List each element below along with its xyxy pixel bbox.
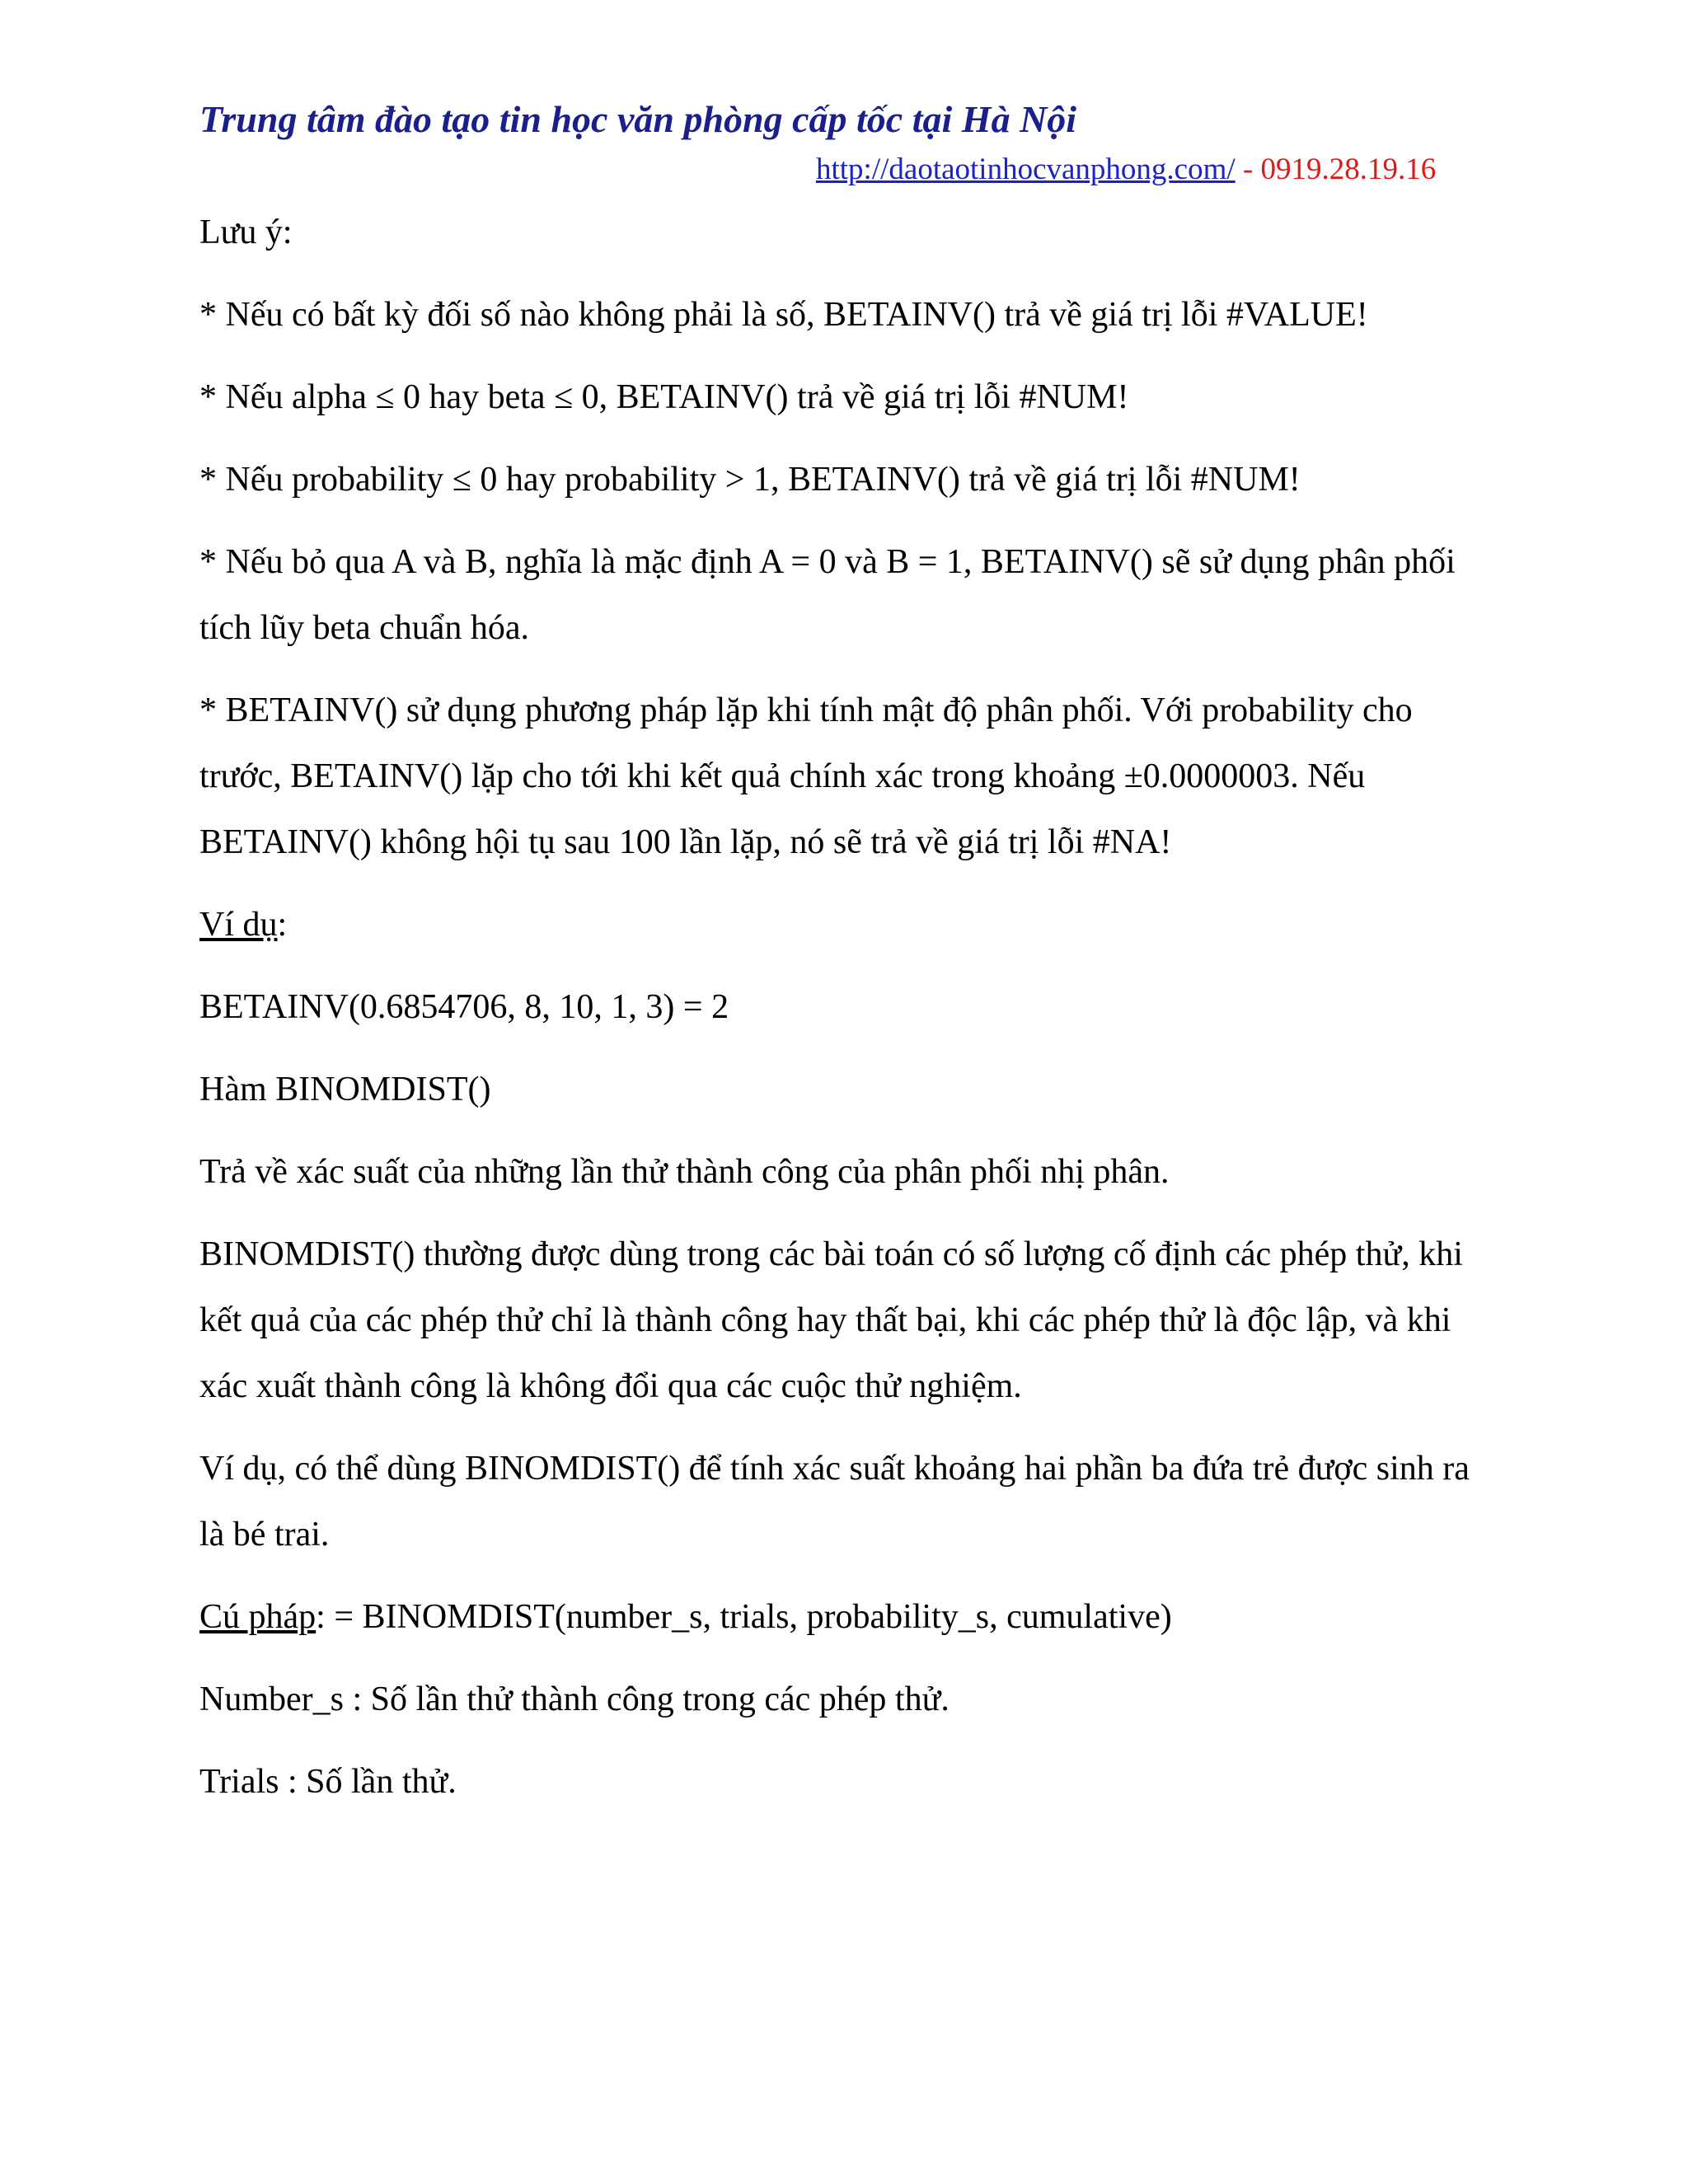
- function-title: Hàm BINOMDIST(): [199, 1071, 491, 1108]
- example-formula: BETAINV(0.6854706, 8, 10, 1, 3) = 2: [199, 988, 729, 1026]
- syntax-text: : = BINOMDIST(number_s, trials, probability_s, cumulative): [316, 1598, 1172, 1636]
- example-heading: [199, 892, 1502, 958]
- header-title: Trung tâm đào tạo tin học văn phòng cấp tốc tại Hà Nội: [199, 98, 1077, 140]
- function-description: Trả về xác suất của những lần thử thành công của phân phối nhị phân.: [199, 1153, 1170, 1191]
- header-contact: [816, 152, 1436, 187]
- example-label: Ví dụ: [199, 906, 278, 944]
- note-item: * Nếu probability ≤ 0 hay probability > 1, BETAINV() trả về giá trị lỗi #NUM!: [199, 461, 1301, 499]
- phone-number: 0919.28.19.16: [1260, 152, 1437, 186]
- document-body: [199, 199, 1502, 1831]
- note-label: Lưu ý:: [199, 213, 293, 251]
- syntax-label: Cú pháp: [199, 1598, 316, 1636]
- syntax-line: [199, 1584, 1502, 1650]
- example-colon: :: [277, 906, 288, 944]
- header-separator: -: [1235, 152, 1261, 186]
- param-number-s: Number_s : Số lần thử thành công trong các phép thử.: [199, 1680, 950, 1718]
- function-example: Ví dụ, có thể dùng BINOMDIST() để tính xác suất khoảng hai phần ba đứa trẻ được sinh ra là bé trai.: [199, 1450, 1470, 1554]
- note-item: * Nếu có bất kỳ đối số nào không phải là số, BETAINV() trả về giá trị lỗi #VALUE!: [199, 296, 1368, 334]
- note-item: * Nếu bỏ qua A và B, nghĩa là mặc định A = 0 và B = 1, BETAINV() sẽ sử dụng phân phối tích lũy beta chuẩn hóa.: [199, 543, 1456, 647]
- function-usage: BINOMDIST() thường được dùng trong các bài toán có số lượng cố định các phép thử, khi kết quả của các phép thử chỉ là thành công hay thất bại, khi các phép thử là độc lập, và khi xác xuất thành công là không đổi qua các cuộc thử nghiệm.: [199, 1235, 1463, 1405]
- note-item: * Nếu alpha ≤ 0 hay beta ≤ 0, BETAINV() trả về giá trị lỗi #NUM!: [199, 378, 1129, 416]
- note-item: * BETAINV() sử dụng phương pháp lặp khi tính mật độ phân phối. Với probability cho trước, BETAINV() lặp cho tới khi kết quả chính xác trong khoảng ±0.0000003. Nếu BETAINV() không hội tụ sau 100 lần lặp, nó sẽ trả về giá trị lỗi #NA!: [199, 691, 1413, 861]
- website-link[interactable]: http://daotaotinhocvanphong.com/: [816, 152, 1236, 186]
- param-trials: Trials : Số lần thử.: [199, 1763, 457, 1801]
